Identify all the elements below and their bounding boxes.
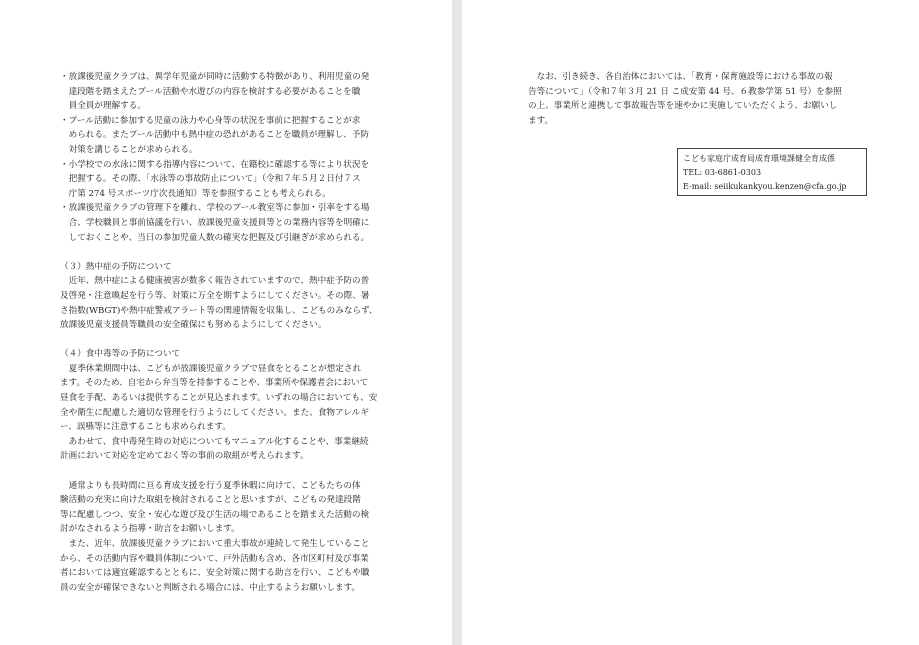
text-line: ・放課後児童クラブは、異学年児童が同時に活動する特徴があり、利用児童の発 (60, 72, 370, 82)
paragraph-gap (60, 464, 378, 479)
text-line: 員全員が理解する。 (60, 101, 146, 112)
text-line: 及啓発・注意喚起を行う等、対策に万全を期すようにしてください。その際、暑 (60, 290, 370, 301)
text-line: 把握する。その際、「水泳等の事故防止について」（令和７年５月２日付７ス (60, 174, 361, 185)
text-line: 近年、熱中症による健康被害が数多く報告されていますので、熱中症予防の普 (60, 276, 370, 287)
text-line: ・小学校での水泳に関する指導内容について、在籍校に確認する等により状況を (60, 159, 370, 170)
text-line: あわせて、食中毒発生時の対応についてもマニュアル化することや、事業継続 (60, 436, 369, 447)
text-line: められる。またプール活動中も熱中症の恐れがあることを職員が理解し、予防 (60, 130, 369, 141)
paragraph-gap (60, 245, 378, 260)
text-line: の上、事業所と連携して事故報告等を速やかに実施していただくよう、お願いし (528, 101, 838, 112)
document-page-right (462, 0, 919, 645)
text-line: （４）食中毒等の予防について (60, 349, 181, 360)
text-line: 験活動の充実に向けた取組を検討されることと思いますが、こどもの発達段階 (60, 495, 361, 506)
text-line: 達段階を踏まえたプール活動や水遊びの内容を検討する必要があることを職 (60, 86, 361, 97)
document-page-left (0, 0, 452, 645)
text-line: 夏季休業期間中は、こどもが放課後児童クラブで昼食をとることが想定され (60, 363, 362, 374)
text-line: ・プール活動に参加する児童の泳力や心身等の状況を事前に把握することが求 (60, 115, 361, 126)
text-line: 放課後児童支援員等職員の安全確保にも努めるようにしてください。 (60, 320, 327, 331)
text-line: 計画において対応を定めておく等の事前の取組が考えられます。 (60, 451, 309, 462)
contact-email: E-mail: seiikukankyou.kenzen@cfa.go.jp (683, 182, 847, 191)
text-line: 等に配慮しつつ、安全・安心な遊び及び生活の場であることを踏まえた活動の検 (60, 509, 370, 520)
text-line: 庁第 274 号スポーツ庁次長通知）等を参照することも考えられる。 (60, 188, 331, 199)
text-line: 対策を講じることが求められる。 (60, 144, 198, 155)
text-line: ます。そのため、自宅から弁当等を持参することや、事業所や保護者会において (60, 378, 369, 389)
text-line: さ指数(WBGT)や熱中症警戒アラート等の関連情報を収集し、こどものみならず、 (60, 305, 378, 316)
left-page-body (60, 70, 378, 595)
text-line: ます。 (528, 115, 554, 126)
contact-box (677, 148, 867, 196)
text-line: 員の安全が確保できないと判断される場合には、中止するようお願いします。 (60, 582, 361, 593)
text-line: から、その活動内容や職員体制について、戸外活動も含め、各市区町村及び事業 (60, 553, 369, 564)
text-line: （３）熱中症の予防について (60, 261, 172, 272)
text-line: また、近年、放課後児童クラブにおいて重大事故が連続して発生していること (60, 539, 370, 549)
text-line: 討がなされるよう指導・助言をお願いします。 (60, 524, 240, 535)
text-line: 全や衛生に配慮した適切な管理を行うようにしてください。また、食物アレルギ (60, 407, 369, 418)
text-line: ー、誤嚥等に注意することも求められます。 (60, 422, 231, 433)
text-line: ・放課後児童クラブの管理下を離れ、学校のプール教室等に参加・引率をする場 (60, 203, 370, 214)
text-line: 合、学校職員と事前協議を行い、放課後児童支援員等との業務内容等を明確に (60, 217, 370, 228)
text-line: なお、引き続き、各自治体においては、「教育・保育施設等における事故の報 (528, 72, 833, 82)
contact-department: こども家庭庁成育局成育環境課健全育成係 (683, 154, 835, 163)
text-line: 告等について」（令和７年３月 21 日 こ成安第 44 号、６教参学第 51 号）を参照 (528, 86, 842, 97)
text-line: 昼食を手配、あるいは提供することが見込まれます。いずれの場合においても、安 (60, 393, 378, 404)
right-page-body (528, 70, 842, 128)
paragraph-gap (60, 333, 378, 348)
text-line: 通常よりも長時間に亘る育成支援を行う夏季休暇に向けて、こどもたちの体 (60, 480, 361, 491)
contact-tel: TEL: 03-6861-0303 (683, 168, 762, 177)
text-line: 者においては適宜確認するとともに、安全対策に関する助言を行い、こどもや職 (60, 568, 370, 579)
text-line: しておくことや、当日の参加児童人数の確実な把握及び引継ぎが求められる。 (60, 232, 370, 243)
